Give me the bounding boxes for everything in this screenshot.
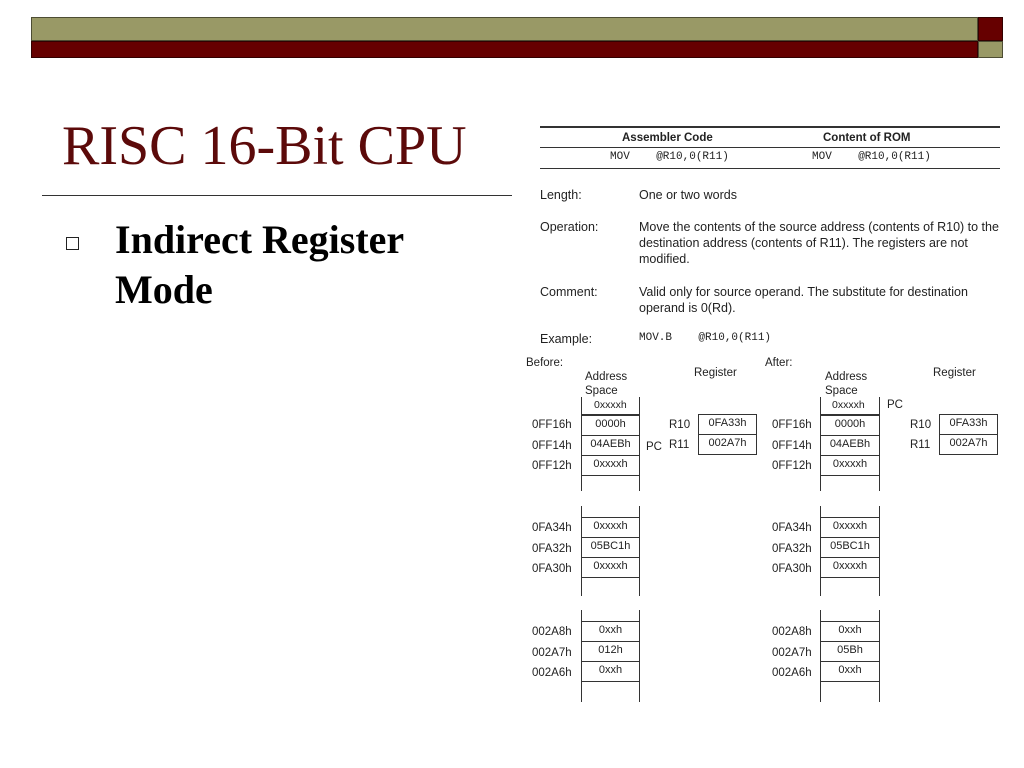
before-addr-2: 0FF12h [532, 460, 572, 472]
before-mem-cell-2: 0xxxxh [581, 455, 640, 476]
before-r11-label: R11 [669, 439, 690, 451]
after-mem-rule [820, 681, 880, 682]
after-addr-4: 0FA32h [772, 543, 812, 555]
before-mem-rule [581, 681, 640, 682]
after-mem-rule [820, 577, 880, 578]
before-r10-value: 0FA33h [698, 414, 757, 435]
before-mem-cell-6: 0xxh [581, 621, 640, 642]
header-banner-red [31, 41, 978, 58]
after-address-space-label: Address Space [825, 371, 868, 397]
after-mem-rule [820, 475, 880, 476]
before-r10-label: R10 [669, 419, 691, 431]
after-addr-3: 0FA34h [772, 522, 812, 534]
after-mem-cell-6: 0xxh [820, 621, 880, 642]
after-mem-cell-2: 0xxxxh [820, 455, 880, 476]
comment-value: Valid only for source operand. The substitute for destination operand is 0(Rd). [639, 285, 968, 315]
before-mem-cell-7: 012h [581, 641, 640, 662]
after-mem-cell-4: 05BC1h [820, 537, 880, 558]
before-addr-3: 0FA34h [532, 522, 572, 534]
after-mem-cell-0: 0000h [820, 415, 880, 436]
before-mem-cell-1: 04AEBh [581, 435, 640, 456]
after-mem-cell-8: 0xxh [820, 661, 880, 682]
before-addr-8: 002A6h [532, 667, 572, 679]
header-corner-square-red [978, 17, 1003, 41]
table-mid-rule [540, 147, 1000, 148]
hollow-square-bullet-icon [66, 237, 79, 250]
after-addr-7: 002A7h [772, 647, 812, 659]
header-banner-olive [31, 17, 978, 41]
table-bottom-rule [540, 168, 1000, 169]
table-top-rule [540, 126, 1000, 128]
title-divider [42, 195, 512, 196]
before-mem-rule [581, 577, 640, 578]
bullet-text: Indirect Register Mode [115, 217, 404, 312]
after-register-label: Register [933, 367, 976, 379]
length-value: One or two words [639, 188, 737, 202]
after-r10-label: R10 [910, 419, 932, 431]
rom-content: MOV @R10,0(R11) [812, 151, 931, 163]
before-mem-cell-8: 0xxh [581, 661, 640, 682]
before-mem-cell-3: 0xxxxh [581, 517, 640, 538]
asm-code: MOV @R10,0(R11) [610, 151, 729, 163]
before-mem-cell-0: 0000h [581, 415, 640, 436]
before-addr-1: 0FF14h [532, 440, 572, 452]
before-r11-value: 002A7h [698, 434, 757, 455]
after-r11-label: R11 [910, 439, 931, 451]
operation-label: Operation: [540, 220, 599, 234]
slide-title: RISC 16-Bit CPU [62, 115, 467, 177]
after-top-value: 0xxxxh [832, 399, 865, 411]
before-top-value: 0xxxxh [594, 399, 627, 411]
before-mem-cell-4: 05BC1h [581, 537, 640, 558]
after-mem-cell-1: 04AEBh [820, 435, 880, 456]
before-addr-7: 002A7h [532, 647, 572, 659]
after-addr-5: 0FA30h [772, 563, 812, 575]
after-pc-label: PC [887, 399, 903, 411]
before-label: Before: [526, 357, 564, 369]
length-label: Length: [540, 188, 582, 202]
after-addr-6: 002A8h [772, 626, 812, 638]
header-assembler-code: Assembler Code [622, 132, 713, 144]
after-addr-2: 0FF12h [772, 460, 812, 472]
before-address-space-label: Address Space [585, 371, 628, 397]
after-r10-value: 0FA33h [939, 414, 998, 435]
header-content-of-rom: Content of ROM [823, 132, 911, 144]
before-pc-label: PC [646, 441, 662, 453]
before-addr-4: 0FA32h [532, 543, 572, 555]
header-corner-square-olive [978, 41, 1003, 58]
after-label: After: [765, 357, 793, 369]
before-mem-cell-5: 0xxxxh [581, 557, 640, 578]
after-addr-1: 0FF14h [772, 440, 812, 452]
after-addr-0: 0FF16h [772, 419, 812, 431]
after-mem-cell-3: 0xxxxh [820, 517, 880, 538]
example-code: MOV.B @R10,0(R11) [639, 332, 772, 344]
before-register-label: Register [694, 367, 737, 379]
after-mem-cell-5: 0xxxxh [820, 557, 880, 578]
after-mem-cell-7: 05Bh [820, 641, 880, 662]
before-addr-6: 002A8h [532, 626, 572, 638]
before-addr-5: 0FA30h [532, 563, 572, 575]
example-label: Example: [540, 332, 593, 346]
after-r11-value: 002A7h [939, 434, 998, 455]
comment-label: Comment: [540, 285, 598, 299]
before-mem-rule [581, 475, 640, 476]
before-addr-0: 0FF16h [532, 419, 572, 431]
after-addr-8: 002A6h [772, 667, 812, 679]
operation-value: Move the contents of the source address (contents of R10) to the destination address (contents of R11). The registers are not modified. [639, 220, 999, 266]
